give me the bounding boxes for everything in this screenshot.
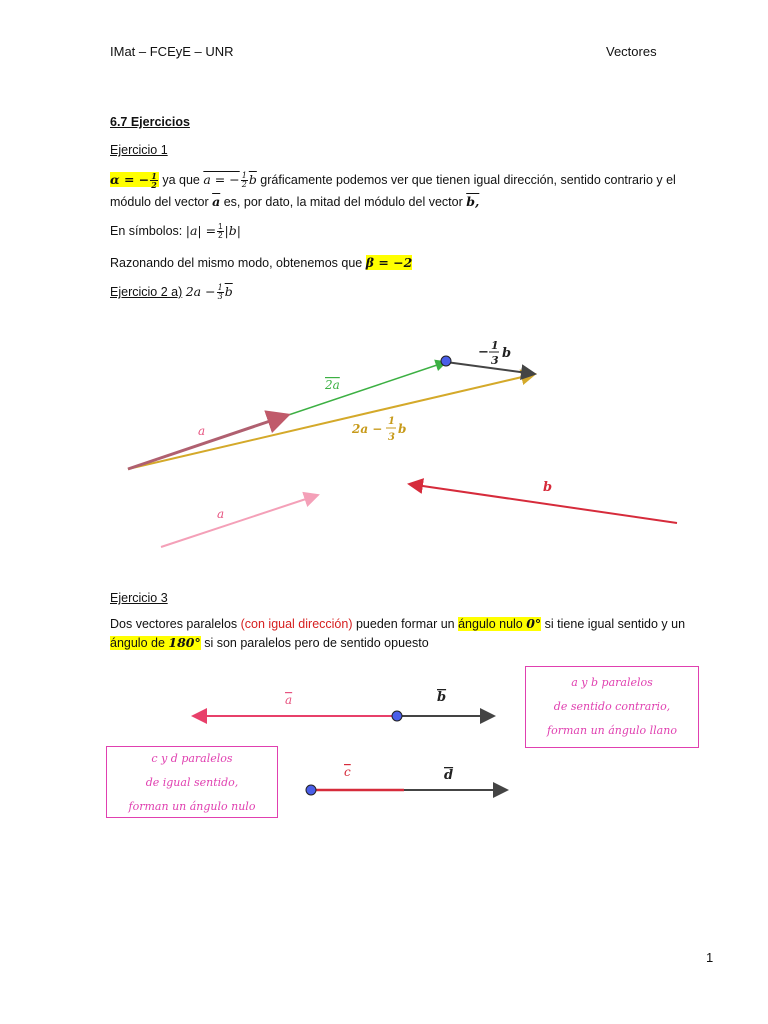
- vector-a-free: [161, 495, 318, 547]
- origin-point-ab: [392, 711, 402, 721]
- ej1-title: Ejercicio 1: [110, 143, 168, 157]
- svg-text:3: 3: [491, 354, 499, 367]
- header-right: Vectores: [606, 44, 657, 59]
- label-a-fig2: a: [285, 693, 293, 707]
- label-b: b: [543, 480, 553, 495]
- page-number: 1: [706, 950, 714, 965]
- ej3-line1: Dos vectores paralelos (con igual dirección) pueden formar un ángulo nulo 0° si tiene igual sentido y un: [110, 616, 686, 631]
- label-2a: 2a: [325, 378, 340, 392]
- svg-text:3: 3: [388, 432, 395, 443]
- ej2-title-line: Ejercicio 2 a) 2a − $\frac{1}{3}$ $\overline{b}$: [110, 283, 233, 301]
- vector-a-on-axis: [128, 415, 288, 469]
- label-neg-third-b: [478, 339, 511, 367]
- svg-text:1: 1: [388, 416, 395, 427]
- ej3-line2: ángulo de 180° si son paralelos pero de sentido opuesto: [110, 635, 429, 650]
- section-title: 6.7 Ejercicios: [110, 115, 190, 129]
- svg-text:−: −: [478, 345, 489, 360]
- junction-point: [441, 356, 451, 366]
- label-a: a: [198, 424, 206, 438]
- svg-text:b: b: [398, 422, 407, 436]
- origin-point-cd: [306, 785, 316, 795]
- label-b-fig2: b: [437, 690, 447, 705]
- ej1-razonando: Razonando del mismo modo, obtenemos que β = −2: [110, 255, 413, 270]
- label-d-fig2: d: [444, 768, 454, 783]
- svg-text:b: b: [502, 346, 512, 361]
- beta-equation: β = −2: [365, 255, 413, 270]
- alpha-equation: α = − $\frac{1}{2}$: [110, 171, 157, 190]
- svg-text:2a −: 2a −: [352, 422, 383, 436]
- label-resultant: [351, 416, 406, 443]
- ej1-line1: α = − $\frac{1}{2}$ ya que a = − $\frac{1}{2}$ $\overline{b}$ gráficamente podemos ver que tienen igual dirección, sentido contrario y el: [110, 171, 676, 190]
- ej3-title: Ejercicio 3: [110, 591, 168, 605]
- svg-text:1: 1: [491, 339, 499, 352]
- note-box-cd: c y d paralelos de igual sentido, forman un ángulo nulo: [106, 746, 278, 818]
- header-left: IMat – FCEyE – UNR: [110, 44, 234, 59]
- ej1-line2: módulo del vector $\overline{a}$ es, por dato, la mitad del módulo del vector b,: [110, 194, 480, 209]
- label-c-fig2: c: [344, 765, 351, 779]
- note-box-ab: a y b paralelos de sentido contrario, forman un ángulo llano: [525, 666, 699, 748]
- label-a-free: a: [217, 507, 225, 521]
- ej1-simbolos: En símbolos: |a| = $\frac{1}{2}$ |b|: [110, 222, 241, 241]
